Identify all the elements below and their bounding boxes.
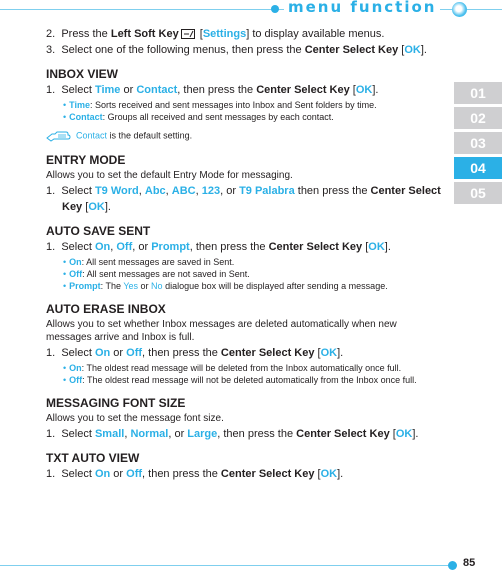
heading-auto-save-sent: AUTO SAVE SENT — [46, 224, 151, 238]
chapter-tabs — [454, 82, 502, 207]
inbox-view-bullet-time: • Time: Sorts received and sent messages into Inbox and Sent folders by time. — [63, 100, 377, 110]
inbox-view-note: Contact is the default setting. — [46, 129, 456, 143]
bullet-icon: • — [63, 281, 67, 291]
font-size-step: 1. Select Small, Normal, or Large, then press the Center Select Key [OK]. — [46, 428, 419, 440]
heading-messaging-font-size: MESSAGING FONT SIZE — [46, 396, 186, 410]
section-title: menu function — [284, 0, 440, 17]
entry-mode-description: Allows you to set the default Entry Mode for messaging. — [46, 170, 293, 181]
txt-auto-view-step: 1. Select On or Off, then press the Center Select Key [OK]. — [46, 468, 344, 480]
entry-mode-step: 1. Select T9 Word, Abc, ABC, 123, or T9 Palabra then press the Center Select — [46, 185, 441, 197]
entry-mode-step-cont: Key [OK]. — [62, 201, 111, 213]
auto-erase-bullet-on: • On: The oldest read message will be deleted from the Inbox automatically once full. — [63, 363, 402, 373]
chapter-tab-02[interactable]: 02 — [454, 107, 502, 129]
auto-erase-bullet-off: • Off: The oldest read message will not be deleted automatically from the Inbox once full. — [63, 375, 417, 385]
heading-inbox-view: INBOX VIEW — [46, 67, 119, 81]
bullet-icon: • — [63, 257, 67, 267]
bullet-icon: • — [63, 269, 67, 279]
heading-txt-auto-view: TXT AUTO VIEW — [46, 451, 140, 465]
auto-save-step: 1. Select On, Off, or Prompt, then press the Center Select Key [OK]. — [46, 241, 391, 253]
auto-erase-description-1: Allows you to set whether Inbox messages are deleted automatically when new — [46, 319, 397, 330]
heading-entry-mode: ENTRY MODE — [46, 153, 126, 167]
auto-erase-step: 1. Select On or Off, then press the Center Select Key [OK]. — [46, 347, 344, 359]
inbox-view-step: 1. Select Time or Contact, then press the Center Select Key [OK]. — [46, 84, 379, 96]
chapter-tab-03[interactable]: 03 — [454, 132, 502, 154]
auto-save-bullet-on: • On: All sent messages are saved in Sent. — [63, 257, 235, 267]
bullet-icon: • — [63, 363, 67, 373]
chapter-tab-04[interactable]: 04 — [454, 157, 502, 179]
bullet-icon: • — [63, 375, 67, 385]
chapter-tab-05[interactable]: 05 — [454, 182, 502, 204]
auto-save-bullet-prompt: • Prompt: The Yes or No dialogue box will be displayed after sending a message. — [63, 281, 388, 291]
step-2: 2. Press the Left Soft Key [Settings] to display available menus. — [46, 28, 385, 40]
header-orb-icon — [452, 2, 467, 17]
left-soft-key-icon — [181, 29, 195, 39]
footer-rule — [0, 565, 448, 566]
page-number: 85 — [463, 557, 476, 569]
chapter-tab-01[interactable]: 01 — [454, 82, 502, 104]
inbox-view-bullet-contact: • Contact: Groups all received and sent messages by each contact. — [63, 112, 334, 122]
font-size-description: Allows you to set the message font size. — [46, 413, 224, 424]
auto-save-bullet-off: • Off: All sent messages are not saved in Sent. — [63, 269, 250, 279]
bullet-icon: • — [63, 112, 67, 122]
footer-dot-icon — [448, 561, 457, 570]
heading-auto-erase-inbox: AUTO ERASE INBOX — [46, 302, 166, 316]
step-3: 3. Select one of the following menus, then press the Center Select Key [OK]. — [46, 44, 427, 56]
auto-erase-description-2: messages arrive and Inbox is full. — [46, 332, 195, 343]
header-dot-icon — [271, 5, 279, 13]
note-hand-icon — [46, 129, 72, 143]
page-content — [46, 28, 456, 481]
bullet-icon: • — [63, 100, 67, 110]
